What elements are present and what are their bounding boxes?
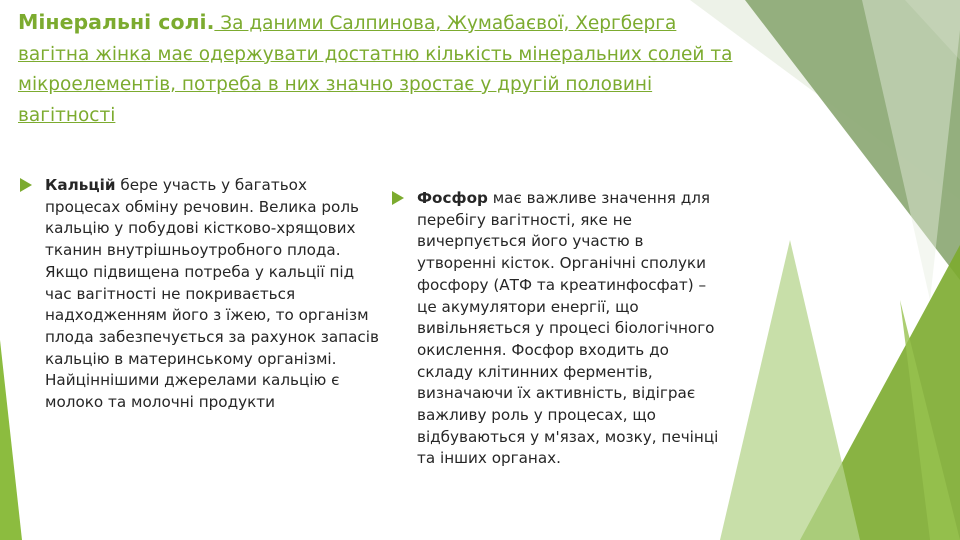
list-item-calcium <box>20 175 380 414</box>
bullet-arrow-icon <box>392 191 404 205</box>
deco-triangle-bottom-mid <box>720 240 860 540</box>
title-citation: За даними Салпинова, Жумабаєвої, Хергберга вагітна жінка має одержувати достатню кількість мінеральних солей та мікроелементів, потреба в них значно зростає у другій половині вагітності <box>18 13 733 126</box>
calcium-description: бере участь у багатьох процесах обміну речовин. Велика роль кальцію у побудові кістково-хрящових тканин внутрішньоутробного плода. Якщо підвищена потреба у кальції під час вагітності не покривається надходженням його з їжею, то організм плода забезпечується за рахунок запасів кальцію в материнському організмі. Найціннішими джерелами кальцію є молоко та молочні продукти <box>45 176 379 412</box>
slide-title <box>18 8 748 130</box>
list-item-phosphorus <box>392 188 727 470</box>
bullet-arrow-icon <box>20 178 32 192</box>
phosphorus-text <box>417 188 727 470</box>
phosphorus-term: Фосфор <box>417 189 488 207</box>
phosphorus-description: має важливе значення для перебігу вагітності, яке не вичерпується його участю в утворенні кісток. Органічні сполуки фосфору (АТФ та креатинфосфат) – це акумулятори енергії, що вивільняється у процесі біологічного окислення. Фосфор входить до складу клітинних ферментів, визначаючи їх активність, відіграє важливу роль у процесах, що відбуваються у м'язах, мозку, печінці та інших органах. <box>417 189 719 468</box>
calcium-text <box>45 175 380 414</box>
title-lead: Мінеральні солі. <box>18 10 215 34</box>
calcium-term: Кальцій <box>45 176 116 194</box>
deco-triangle-left <box>0 340 22 540</box>
